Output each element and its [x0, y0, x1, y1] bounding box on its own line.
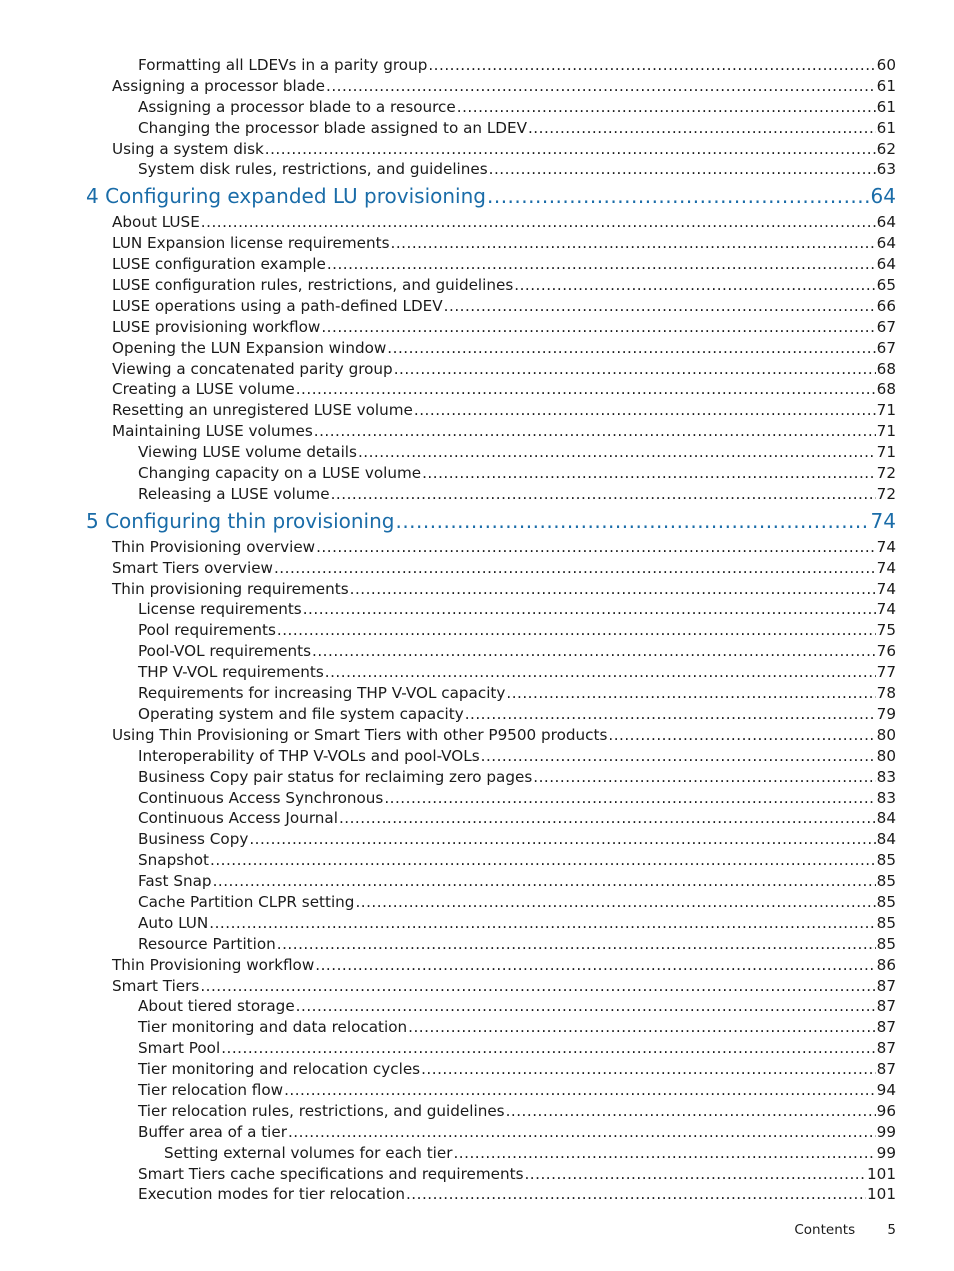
toc-entry-page: 64: [870, 184, 896, 209]
toc-entry-title: Assigning a processor blade to a resource: [138, 97, 456, 116]
toc-entry-title: Thin Provisioning overview: [112, 537, 316, 556]
toc-dot-leader: [321, 317, 875, 338]
toc-entry-title: LUSE configuration rules, restrictions, and guidelines: [112, 276, 514, 295]
toc-entry-page: 60: [876, 56, 896, 74]
toc-entry-page: 87: [876, 1018, 896, 1037]
toc-entry-page: 74: [876, 579, 896, 598]
toc-entry-page: 61: [876, 118, 896, 137]
toc-entry[interactable]: [0, 463, 954, 484]
toc-entry-page: 62: [876, 139, 896, 158]
toc-dot-leader: [316, 537, 876, 558]
toc-entry-title: License requirements: [138, 600, 302, 619]
toc-dot-leader: [339, 808, 876, 829]
toc-entry[interactable]: [0, 400, 954, 421]
toc-entry[interactable]: [0, 159, 954, 180]
toc-entry[interactable]: [0, 808, 954, 829]
toc-entry-page: 79: [876, 704, 896, 723]
toc-dot-leader: [325, 662, 876, 683]
toc-entry-title: Business Copy pair status for reclaiming zero pages: [138, 767, 533, 786]
toc-dot-leader: [213, 871, 876, 892]
toc-dot-leader: [528, 118, 876, 139]
toc-entry[interactable]: [0, 212, 954, 233]
toc-entry-title: LUSE operations using a path-defined LDEV: [112, 296, 443, 315]
toc-entry[interactable]: [0, 1122, 954, 1143]
toc-entry-page: 83: [876, 767, 896, 786]
toc-entry-title: Tier monitoring and data relocation: [138, 1018, 408, 1037]
toc-entry-title: Maintaining LUSE volumes: [112, 422, 313, 441]
toc-entry-page: 72: [876, 484, 896, 503]
toc-entry[interactable]: [0, 725, 954, 746]
toc-entry[interactable]: [0, 1101, 954, 1122]
toc-entry[interactable]: [0, 97, 954, 118]
toc-entry-page: 75: [876, 621, 896, 640]
toc-dot-leader: [608, 725, 875, 746]
toc-entry-page: 85: [876, 872, 896, 891]
toc-entry[interactable]: [0, 558, 954, 579]
toc-entry[interactable]: [0, 1059, 954, 1080]
toc-dot-leader: [457, 97, 876, 118]
toc-dot-leader: [296, 996, 876, 1017]
toc-entry-page: 64: [876, 255, 896, 274]
toc-dot-leader: [210, 850, 876, 871]
toc-entry-title: Requirements for increasing THP V-VOL capacity: [138, 684, 506, 703]
toc-entry-page: 72: [876, 464, 896, 483]
toc-entry[interactable]: [0, 1184, 954, 1205]
toc-entry-title: LUN Expansion license requirements: [112, 234, 390, 253]
toc-entry-title: Viewing LUSE volume details: [138, 443, 357, 462]
toc-dot-leader: [314, 421, 876, 442]
toc-entry[interactable]: [0, 683, 954, 704]
toc-dot-leader: [277, 934, 876, 955]
toc-entry[interactable]: [0, 421, 954, 442]
toc-entry[interactable]: [0, 829, 954, 850]
toc-entry[interactable]: [0, 359, 954, 380]
toc-entry-page: 83: [876, 788, 896, 807]
toc-dot-leader: [387, 338, 875, 359]
toc-entry[interactable]: [0, 1164, 954, 1185]
toc-dot-leader: [288, 1122, 876, 1143]
toc-entry-title: Snapshot: [138, 851, 209, 870]
toc-entry[interactable]: [0, 118, 954, 139]
toc-entry-title: Smart Tiers overview: [112, 558, 273, 577]
toc-entry-title: Creating a LUSE volume: [112, 380, 295, 399]
toc-entry-page: 80: [876, 725, 896, 744]
toc-entry[interactable]: [0, 704, 954, 725]
toc-entry[interactable]: [0, 1038, 954, 1059]
toc-dot-leader: [428, 55, 875, 76]
toc-entry-title: Formatting all LDEVs in a parity group: [138, 56, 428, 74]
toc-entry[interactable]: [0, 254, 954, 275]
toc-dot-leader: [384, 788, 875, 809]
toc-dot-leader: [350, 579, 876, 600]
toc-dot-leader: [422, 463, 876, 484]
toc-chapter-entry[interactable]: [0, 505, 954, 537]
footer-page-number: 5: [887, 1222, 896, 1238]
toc-dot-leader: [391, 233, 876, 254]
toc-entry-title: Releasing a LUSE volume: [138, 484, 330, 503]
toc-entry[interactable]: [0, 296, 954, 317]
toc-entry-page: 78: [876, 684, 896, 703]
toc-dot-leader: [312, 641, 876, 662]
toc-entry-title: Tier monitoring and relocation cycles: [138, 1060, 421, 1079]
toc-entry-title: Continuous Access Synchronous: [138, 788, 384, 807]
toc-dot-leader: [487, 180, 870, 212]
toc-dot-leader: [303, 599, 876, 620]
toc-dot-leader: [489, 159, 876, 180]
table-of-contents: [0, 55, 954, 1205]
toc-entry-title: Opening the LUN Expansion window: [112, 338, 387, 357]
page-footer: [794, 1222, 896, 1238]
toc-entry-title: Cache Partition CLPR setting: [138, 892, 355, 911]
toc-dot-leader: [355, 892, 875, 913]
toc-dot-leader: [395, 505, 869, 537]
toc-entry-page: 87: [876, 976, 896, 995]
toc-entry-page: 101: [867, 1164, 896, 1183]
toc-dot-leader: [408, 1017, 876, 1038]
toc-entry-page: 61: [876, 76, 896, 95]
toc-entry[interactable]: [0, 767, 954, 788]
toc-entry-page: 87: [876, 997, 896, 1016]
toc-entry-title: Tier relocation rules, restrictions, and guidelines: [138, 1101, 505, 1120]
footer-label: Contents: [794, 1222, 856, 1238]
toc-entry[interactable]: [0, 871, 954, 892]
toc-entry[interactable]: [0, 1017, 954, 1038]
toc-dot-leader: [465, 704, 876, 725]
toc-entry[interactable]: [0, 934, 954, 955]
toc-entry[interactable]: [0, 892, 954, 913]
toc-entry[interactable]: [0, 76, 954, 97]
toc-entry-page: 74: [876, 600, 896, 619]
toc-entry-page: 64: [876, 213, 896, 232]
toc-dot-leader: [201, 212, 876, 233]
toc-dot-leader: [326, 76, 876, 97]
toc-entry[interactable]: [0, 641, 954, 662]
toc-dot-leader: [221, 1038, 875, 1059]
toc-dot-leader: [249, 829, 875, 850]
toc-dot-leader: [524, 1164, 866, 1185]
toc-entry[interactable]: [0, 976, 954, 997]
toc-entry-page: 74: [876, 558, 896, 577]
toc-entry-page: 67: [876, 317, 896, 336]
toc-dot-leader: [481, 746, 876, 767]
toc-dot-leader: [315, 955, 875, 976]
toc-entry-page: 94: [876, 1080, 896, 1099]
toc-entry-title: Changing capacity on a LUSE volume: [138, 464, 422, 483]
toc-entry-title: Using Thin Provisioning or Smart Tiers with other P9500 products: [112, 725, 608, 744]
toc-entry-title: 4 Configuring expanded LU provisioning: [86, 184, 486, 209]
toc-dot-leader: [394, 359, 876, 380]
toc-dot-leader: [514, 275, 875, 296]
toc-entry-page: 101: [867, 1185, 896, 1204]
toc-entry-title: Buffer area of a tier: [138, 1122, 287, 1141]
toc-entry-page: 76: [876, 642, 896, 661]
toc-entry-title: System disk rules, restrictions, and guidelines: [138, 160, 488, 179]
toc-entry-title: Execution modes for tier relocation: [138, 1185, 405, 1204]
toc-entry[interactable]: [0, 913, 954, 934]
toc-entry-title: Setting external volumes for each tier: [164, 1143, 453, 1162]
toc-entry[interactable]: [0, 484, 954, 505]
toc-entry-page: 74: [876, 537, 896, 556]
toc-entry-page: 68: [876, 359, 896, 378]
toc-entry[interactable]: [0, 442, 954, 463]
toc-entry-page: 85: [876, 913, 896, 932]
toc-entry[interactable]: [0, 599, 954, 620]
toc-dot-leader: [277, 620, 876, 641]
toc-entry-title: Tier relocation flow: [138, 1080, 284, 1099]
toc-entry[interactable]: [0, 1080, 954, 1101]
toc-dot-leader: [274, 558, 876, 579]
toc-entry-page: 86: [876, 955, 896, 974]
toc-chapter-entry[interactable]: [0, 180, 954, 212]
toc-entry-page: 68: [876, 380, 896, 399]
toc-entry-title: About tiered storage: [138, 997, 295, 1016]
toc-entry-page: 64: [876, 234, 896, 253]
toc-entry-page: 74: [870, 508, 896, 533]
toc-entry-page: 66: [876, 296, 896, 315]
toc-entry-title: Thin Provisioning workflow: [112, 955, 315, 974]
toc-entry-page: 61: [876, 97, 896, 116]
toc-entry-page: 87: [876, 1060, 896, 1079]
toc-entry-page: 99: [876, 1122, 896, 1141]
toc-entry-page: 84: [876, 830, 896, 849]
toc-entry[interactable]: [0, 55, 954, 76]
toc-dot-leader: [406, 1184, 866, 1205]
toc-entry-title: Pool requirements: [138, 621, 276, 640]
toc-entry[interactable]: [0, 139, 954, 160]
toc-dot-leader: [506, 1101, 876, 1122]
toc-entry[interactable]: [0, 233, 954, 254]
toc-entry[interactable]: [0, 850, 954, 871]
toc-entry[interactable]: [0, 620, 954, 641]
toc-entry-page: 67: [876, 338, 896, 357]
toc-dot-leader: [414, 400, 876, 421]
toc-entry-title: LUSE configuration example: [112, 255, 326, 274]
toc-entry-page: 87: [876, 1039, 896, 1058]
toc-entry-title: Viewing a concatenated parity group: [112, 359, 393, 378]
toc-entry-page: 65: [876, 276, 896, 295]
toc-entry[interactable]: [0, 955, 954, 976]
toc-entry[interactable]: [0, 746, 954, 767]
toc-entry-title: Operating system and file system capacity: [138, 704, 464, 723]
toc-entry-title: Auto LUN: [138, 913, 209, 932]
toc-entry[interactable]: [0, 275, 954, 296]
toc-entry-page: 84: [876, 809, 896, 828]
toc-entry-title: 5 Configuring thin provisioning: [86, 508, 395, 533]
toc-entry-page: 63: [876, 160, 896, 179]
toc-entry-title: Resetting an unregistered LUSE volume: [112, 401, 413, 420]
toc-entry-page: 80: [876, 746, 896, 765]
toc-entry[interactable]: [0, 996, 954, 1017]
toc-entry[interactable]: [0, 379, 954, 400]
toc-dot-leader: [358, 442, 876, 463]
toc-dot-leader: [265, 139, 876, 160]
toc-entry-title: Smart Tiers: [112, 976, 200, 995]
toc-entry-page: 85: [876, 892, 896, 911]
toc-entry-title: THP V-VOL requirements: [138, 663, 324, 682]
toc-dot-leader: [453, 1143, 875, 1164]
toc-entry-page: 71: [876, 443, 896, 462]
toc-entry-page: 85: [876, 851, 896, 870]
toc-entry-title: Thin provisioning requirements: [112, 579, 349, 598]
toc-dot-leader: [331, 484, 876, 505]
toc-entry-page: 85: [876, 934, 896, 953]
toc-entry-title: Resource Partition: [138, 934, 276, 953]
toc-entry-title: Smart Tiers cache specifications and requirements: [138, 1164, 524, 1183]
toc-dot-leader: [200, 976, 875, 997]
toc-entry-title: About LUSE: [112, 213, 200, 232]
toc-dot-leader: [533, 767, 875, 788]
toc-entry[interactable]: [0, 662, 954, 683]
toc-dot-leader: [327, 254, 876, 275]
toc-entry-title: Changing the processor blade assigned to an LDEV: [138, 118, 527, 137]
toc-entry-title: Fast Snap: [138, 872, 212, 891]
toc-entry[interactable]: [0, 1143, 954, 1164]
toc-dot-leader: [421, 1059, 876, 1080]
toc-entry-page: 77: [876, 663, 896, 682]
toc-entry-title: Interoperability of THP V-VOLs and pool-VOLs: [138, 746, 480, 765]
toc-dot-leader: [284, 1080, 876, 1101]
toc-entry-title: LUSE provisioning workflow: [112, 317, 321, 336]
toc-entry-page: 96: [876, 1101, 896, 1120]
toc-entry[interactable]: [0, 537, 954, 558]
toc-dot-leader: [444, 296, 876, 317]
toc-dot-leader: [209, 913, 875, 934]
toc-entry[interactable]: [0, 788, 954, 809]
toc-dot-leader: [506, 683, 875, 704]
toc-entry[interactable]: [0, 338, 954, 359]
toc-entry-title: Smart Pool: [138, 1039, 221, 1058]
toc-entry-page: 99: [876, 1143, 896, 1162]
toc-entry-title: Using a system disk: [112, 139, 264, 158]
toc-entry-page: 71: [876, 422, 896, 441]
toc-entry-title: Business Copy: [138, 830, 249, 849]
toc-entry-title: Pool-VOL requirements: [138, 642, 312, 661]
toc-dot-leader: [296, 379, 876, 400]
toc-entry-title: Assigning a processor blade: [112, 76, 326, 95]
toc-entry-page: 71: [876, 401, 896, 420]
toc-entry[interactable]: [0, 579, 954, 600]
toc-entry[interactable]: [0, 317, 954, 338]
toc-entry-title: Continuous Access Journal: [138, 809, 338, 828]
